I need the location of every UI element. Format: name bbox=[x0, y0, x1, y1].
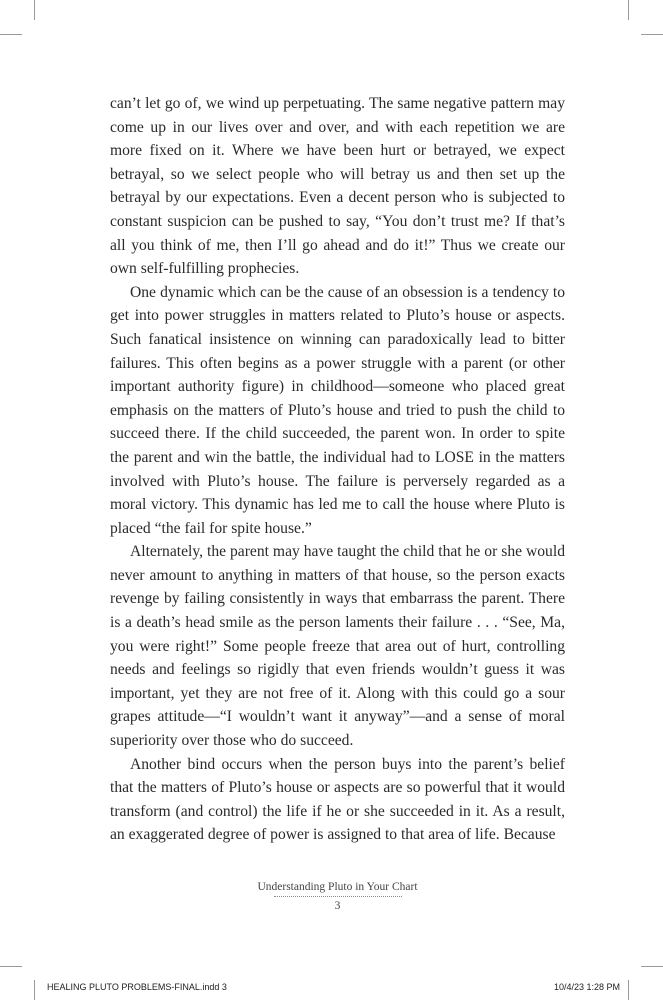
footer-divider bbox=[274, 896, 402, 897]
slug-timestamp: 10/4/23 1:28 PM bbox=[554, 982, 621, 992]
crop-mark-top-left bbox=[34, 0, 35, 20]
body-text bbox=[110, 92, 565, 847]
crop-mark-bottom-right bbox=[628, 980, 629, 1000]
crop-mark-top-left-horizontal bbox=[0, 34, 22, 35]
paragraph-another-bind: Another bind occurs when the person buys into the parent’s belief that the matters of Pluto’s house or aspects are so powerful that it would transform (and control) the life if he or she succeeded in it. As a result, an exaggerated degree of power is assigned to that area of life. Because bbox=[110, 755, 565, 844]
crop-mark-bottom-left-horizontal bbox=[0, 966, 22, 967]
crop-mark-top-right bbox=[628, 0, 629, 20]
paragraph-continued: can’t let go of, we wind up perpetuating. The same negative pattern may come up in our lives over and over, and with each repetition we are more fixed on it. Where we have been hurt or betrayed, we expect betrayal, so we select people who will betray us and then set up the betrayal by our expectations. Even a decent person who is subjected to constant suspicion can be pushed to say, “You don’t trust me? If that’s all you think of me, then I’ll go ahead and do it!” Thus we create our own self-fulfilling prophecies. bbox=[110, 95, 565, 278]
page-footer bbox=[110, 880, 565, 914]
crop-mark-top-right-horizontal bbox=[641, 34, 663, 35]
slug-file-name: HEALING PLUTO PROBLEMS-FINAL.indd 3 bbox=[47, 982, 227, 992]
paragraph-alternately: Alternately, the parent may have taught the child that he or she would never amount to anything in matters of that house, so the person exacts revenge by failing consistently in ways that embarrass the parent. There is a death’s head smile as the person laments their failure . . . “See, Ma, you were right!” Some people freeze that area out of hurt, controlling needs and feelings so rigidly that even friends wouldn’t guess it was important, yet they are not free of it. Along with this could go a sour grapes attitude—“I wouldn’t want it anyway”—and a sense of moral superiority over those who do succeed. bbox=[110, 543, 565, 750]
running-title: Understanding Pluto in Your Chart bbox=[257, 881, 418, 893]
crop-mark-bottom-right-horizontal bbox=[641, 966, 663, 967]
page-number: 3 bbox=[334, 900, 341, 912]
crop-mark-bottom-left bbox=[34, 980, 35, 1000]
paragraph-power-struggles: One dynamic which can be the cause of an obsession is a tendency to get into power struggles in matters related to Pluto’s house or aspects. Such fanatical insistence on winning can paradoxically lead to bitter failures. This often begins as a power struggle with a parent (or other important authority figure) in childhood—someone who placed great emphasis on the matters of Pluto’s house and tried to push the child to succeed there. If the child succeeded, the parent won. In order to spite the parent and win the battle, the individual had to LOSE in the matters involved with Pluto’s house. The failure is perversely regarded as a moral victory. This dynamic has led me to call the house where Pluto is placed “the fail for spite house.” bbox=[110, 283, 565, 537]
